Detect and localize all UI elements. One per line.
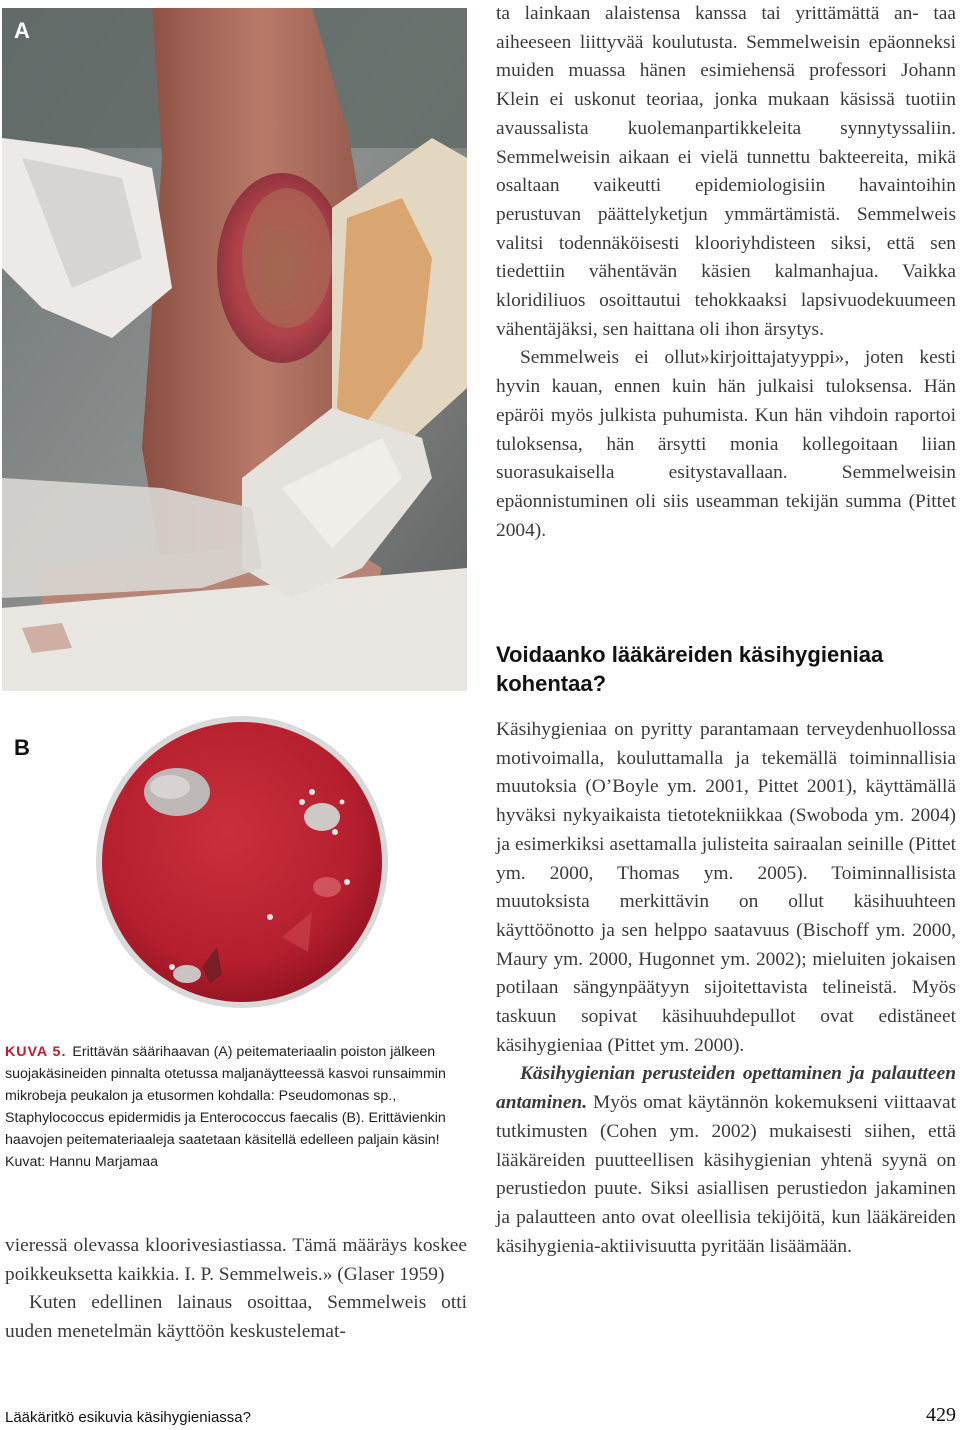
right-paragraph-4-rest: Myös omat käytännön kokemukseni viittaavat tutkimusten (Cohen ym. 2002) mukaisesti siihen, että lääkäreiden puutteellisen käsihygienian yhtenä syynä on perustiedon puute. Siksi asiallisen perustiedon jakaminen ja palautteen anto ovat oleellisia tekijöitä, kun lääkäreiden käsihygienia-aktiivisuutta pyritään lisäämään. (496, 1092, 956, 1257)
right-paragraph-1-rest: taa aiheeseen liittyvää koulutusta. Semmelweisin epäonneksi muiden muassa hänen esimiehensä professori Johann Klein ei uskonut teoriaa, jonka mukaan käsissä tuotiin avaussalista kuolemanpartikkeleita synnytyssaliin. Semmelweisin aikaan ei vielä tunnettu bakteereita, mikä osaltaan vaikeutti epidemiologisiin havaintoihin perustuvan päättelyketjun ymmärtämistä. Semmelweis valitsi todennäköisesti klooriyhdisteen siksi, että sen tiedettiin vähentävän käsien kalmanhajua. Vaikka kloridiliuos osoittautui tehokkaaksi lapsivuodekuumeen vähentäjäksi, sen haittana oli ihon ärsytys. (496, 3, 956, 340)
figure-caption (5, 1041, 467, 1173)
wound-photo (2, 8, 467, 691)
caption-text: Erittävän säärihaavan (A) peitemateriaalin poiston jälkeen suojakäsineiden pinnalta otetussa maljanäytteessä kasvoi runsaimmin mikrobeja peukalon ja etusormen kohdalla: Pseudomonas sp., Staphylococcus epidermidis ja Enterococcus faecalis (B). Erittävienkin haavojen peitemateriaaleja saatetaan käsitellä edelleen paljain käsin! Kuvat: Hannu Marjamaa (5, 1044, 446, 1170)
right-column-bottom-text (496, 716, 956, 1261)
left-paragraph-1: vieressä olevassa kloorivesiastiassa. Tämä määräys koskee poikkeuksetta kaikkia. I. P. Semmelweis.» (Glaser 1959) (5, 1235, 467, 1285)
leg-wound-illustration (2, 8, 467, 691)
running-title: Lääkäritkö esikuvia käsihygieniassa? (5, 1409, 251, 1426)
right-column-top-text (496, 0, 956, 545)
right-paragraph-2: Semmelweis ei ollut»kirjoittajatyyppi», joten kesti hyvin kauan, ennen kuin hän julkaisi tuloksensa. Hän epäröi myös julkista puhumista. Kun hän vihdoin raportoi tuloksensa, hän ärsytti monia kollegoitaan liian suorasukaisella esitystavallaan. Semmelweisin epäonnistuminen oli siis useamman tekijän summa (Pittet 2004). (496, 347, 956, 541)
right-paragraph-1-first-line: ta lainkaan alaistensa kanssa tai yrittämättä an- (496, 3, 919, 24)
right-paragraph-1 (496, 0, 956, 344)
petri-dish-photo (2, 712, 467, 1040)
figure-label-b: B (14, 735, 30, 760)
page-footer (5, 1404, 956, 1428)
right-paragraph-4 (496, 1060, 956, 1261)
section-heading: Voidaanko lääkäreiden käsihygieniaa kohentaa? (496, 642, 884, 696)
figure-label-a: A (14, 18, 30, 43)
right-paragraph-3: Käsihygieniaa on pyritty parantamaan terveydenhuollossa motivoimalla, kouluttamalla ja tekemällä toiminnallisia muutoksia (O’Boyle ym. 2001, Pittet 2001), käyttämällä hyväksi nykyaikaista tietotekniikkaa (Swoboda ym. 2004) ja esimerkiksi asettamalla julisteita sairaalan seinille (Pittet ym. 2000, Thomas ym. 2005). Toiminnallisista muutoksista merkittävin on ollut käsihuuhteen käyttöönotto ja sen helppo saatavuus (Bischoff ym. 2000, Maury ym. 2000, Hugonnet ym. 2002); mieluiten jokaisen potilaan sängynpäätyyn sijoitettavista telineistä. Myös taskuun sopivat käsihuuhdepullot ovat edistäneet käsihygieniaa (Pittet ym. 2000). (496, 719, 956, 1056)
caption-tag: KUVA 5. (5, 1044, 67, 1060)
paragraph-lead-in: Käsihygienian perusteiden opettaminen ja palautteen antaminen. (496, 1063, 956, 1114)
left-column-text (5, 1232, 467, 1347)
page-number: 429 (926, 1404, 956, 1426)
left-paragraph-2: Kuten edellinen lainaus osoittaa, Semmelweis otti uuden menetelmän käyttöön keskustelemat- (5, 1292, 467, 1343)
petri-dish-illustration (2, 712, 467, 1040)
